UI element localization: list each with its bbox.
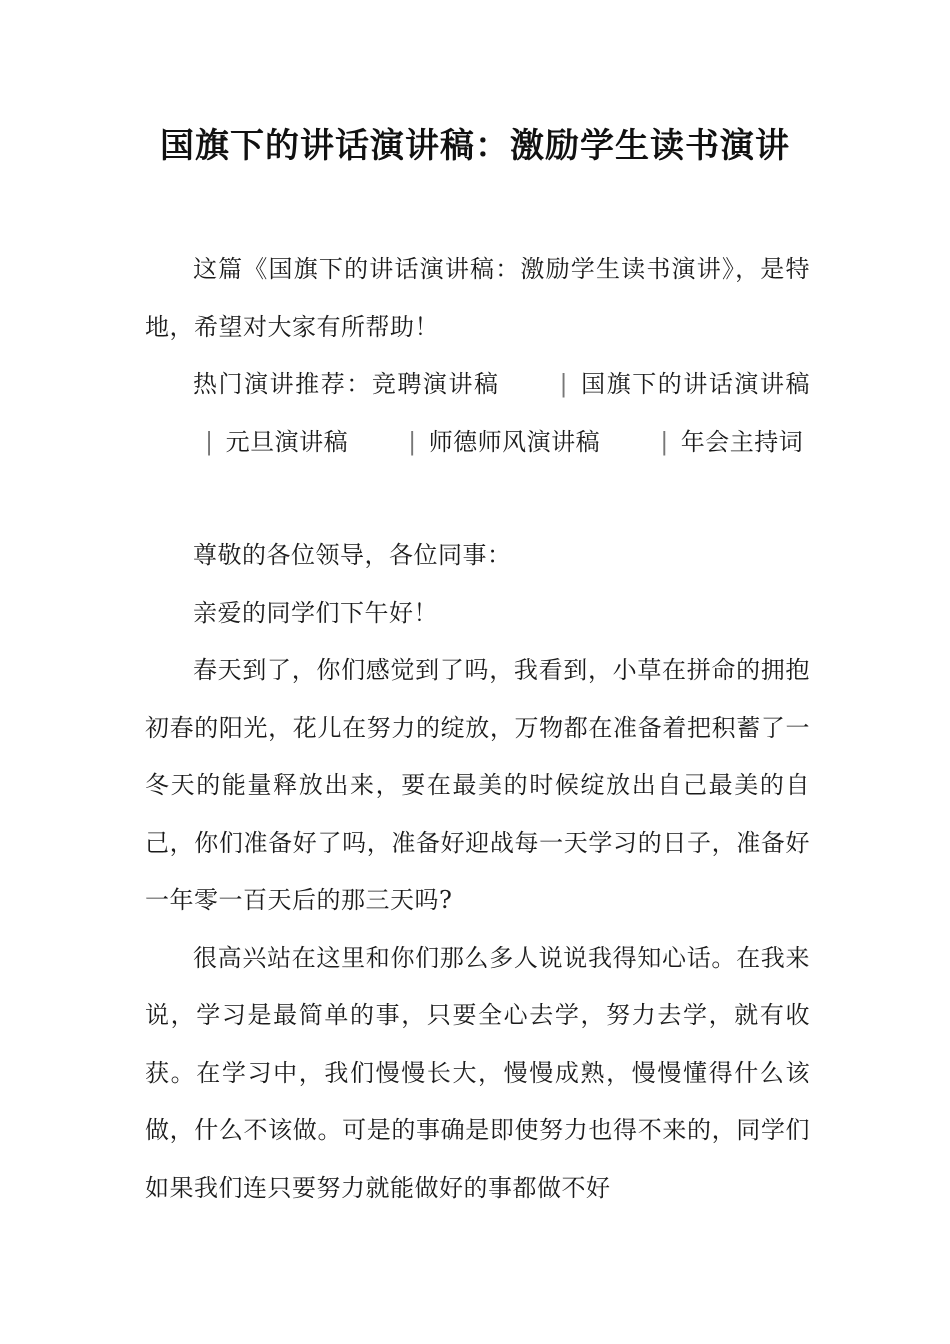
hot-recommendations [145,356,810,471]
hot-link-campaign-speech[interactable]: 竞聘演讲稿 [371,370,500,398]
intro-section [145,241,810,471]
hot-label: 热门演讲推荐： [193,370,372,398]
hot-link-new-year-speech[interactable]: 元旦演讲稿 [225,427,349,456]
speech-paragraph-1: 春天到了，你们感觉到了吗，我看到，小草在拼命的拥抱初春的阳光，花儿在努力的绽放，万物都在准备着把积蓄了一冬天的能量释放出来，要在最美的时候绽放出自己最美的自己，你们准备好了吗，准备好迎战每一天学习的日子，准备好一年零一百天后的那三天吗? [145,656,810,914]
greeting-students-line: 亲爱的同学们下午好！ [193,598,438,627]
greeting-line: 尊敬的各位领导，各位同事： [193,541,512,569]
link-separator: | [559,370,569,398]
hot-link-flag-speech[interactable]: 国旗下的讲话演讲稿 [580,370,811,398]
link-separator: | [660,427,669,456]
intro-paragraph: 这篇《国旗下的讲话演讲稿：激励学生读书演讲》，是特地，希望对大家有所帮助！ [145,255,810,341]
speech-body [145,527,810,1217]
link-separator: | [408,427,417,456]
link-separator: | [205,427,214,456]
speech-paragraph-2: 很高兴站在这里和你们那么多人说说我得知心话。在我来说，学习是最简单的事，只要全心去学，努力去学，就有收获。在学习中，我们慢慢长大，慢慢成熟，慢慢懂得什么该做，什么不该做。可是的事确是即使努力也得不来的，同学们如果我们连只要努力就能做好的事都做不好 [145,943,810,1202]
document-title: 国旗下的讲话演讲稿：激励学生读书演讲 [160,126,790,166]
hot-link-teacher-ethics-speech[interactable]: 师德师风演讲稿 [428,427,601,456]
hot-link-annual-meeting-host[interactable]: 年会主持词 [680,427,804,456]
